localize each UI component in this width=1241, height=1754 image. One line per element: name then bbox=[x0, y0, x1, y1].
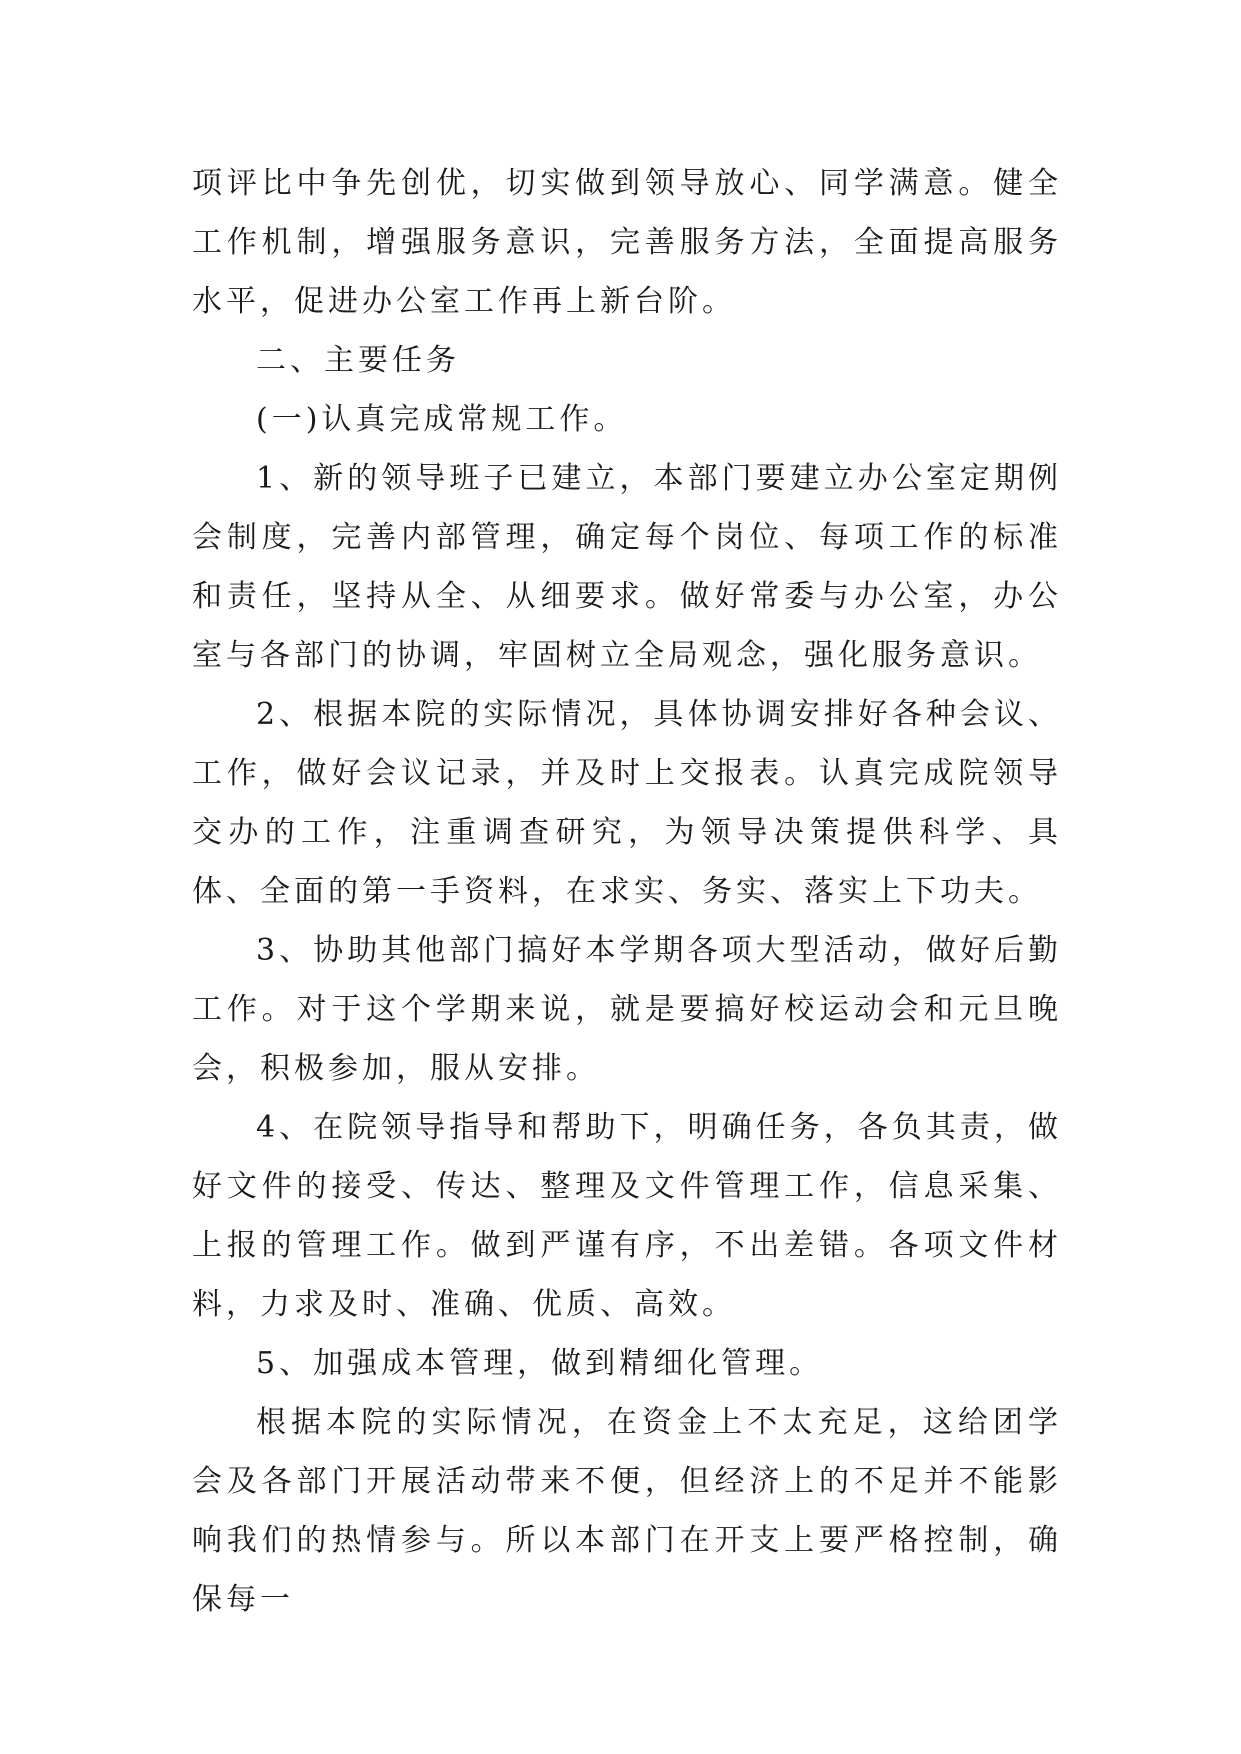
paragraph-budget: 根据本院的实际情况，在资金上不太充足，这给团学会及各部门开展活动带来不便，但经济上的不足并不能影响我们的热情参与。所以本部门在开支上要严格控制，确保每一 bbox=[192, 1405, 1062, 1617]
document-page bbox=[192, 154, 1062, 1629]
paragraph-item-1: 1、新的领导班子已建立，本部门要建立办公室定期例会制度，完善内部管理，确定每个岗位、每项工作的标准和责任，坚持从全、从细要求。做好常委与办公室，办公室与各部门的协调，牢固树立全局观念，强化服务意识。 bbox=[192, 461, 1062, 673]
paragraph-item-4: 4、在院领导指导和帮助下，明确任务，各负其责，做好文件的接受、传达、整理及文件管理工作，信息采集、上报的管理工作。做到严谨有序，不出差错。各项文件材料，力求及时、准确、优质、高效。 bbox=[192, 1110, 1062, 1322]
section-heading-main-tasks: 二、主要任务 bbox=[256, 343, 460, 378]
paragraph-item-2: 2、根据本院的实际情况，具体协调安排好各种会议、工作，做好会议记录，并及时上交报表。认真完成院领导交办的工作，注重调查研究，为领导决策提供科学、具体、全面的第一手资料，在求实、务实、落实上下功夫。 bbox=[192, 697, 1062, 909]
subsection-heading-routine-work: (一)认真完成常规工作。 bbox=[256, 402, 628, 437]
paragraph-item-5: 5、加强成本管理，做到精细化管理。 bbox=[256, 1346, 824, 1381]
paragraph-intro: 项评比中争先创优，切实做到领导放心、同学满意。健全工作机制，增强服务意识，完善服务方法，全面提高服务水平，促进办公室工作再上新台阶。 bbox=[192, 166, 1062, 319]
paragraph-item-3: 3、协助其他部门搞好本学期各项大型活动，做好后勤工作。对于这个学期来说，就是要搞好校运动会和元旦晚会，积极参加，服从安排。 bbox=[192, 933, 1062, 1086]
